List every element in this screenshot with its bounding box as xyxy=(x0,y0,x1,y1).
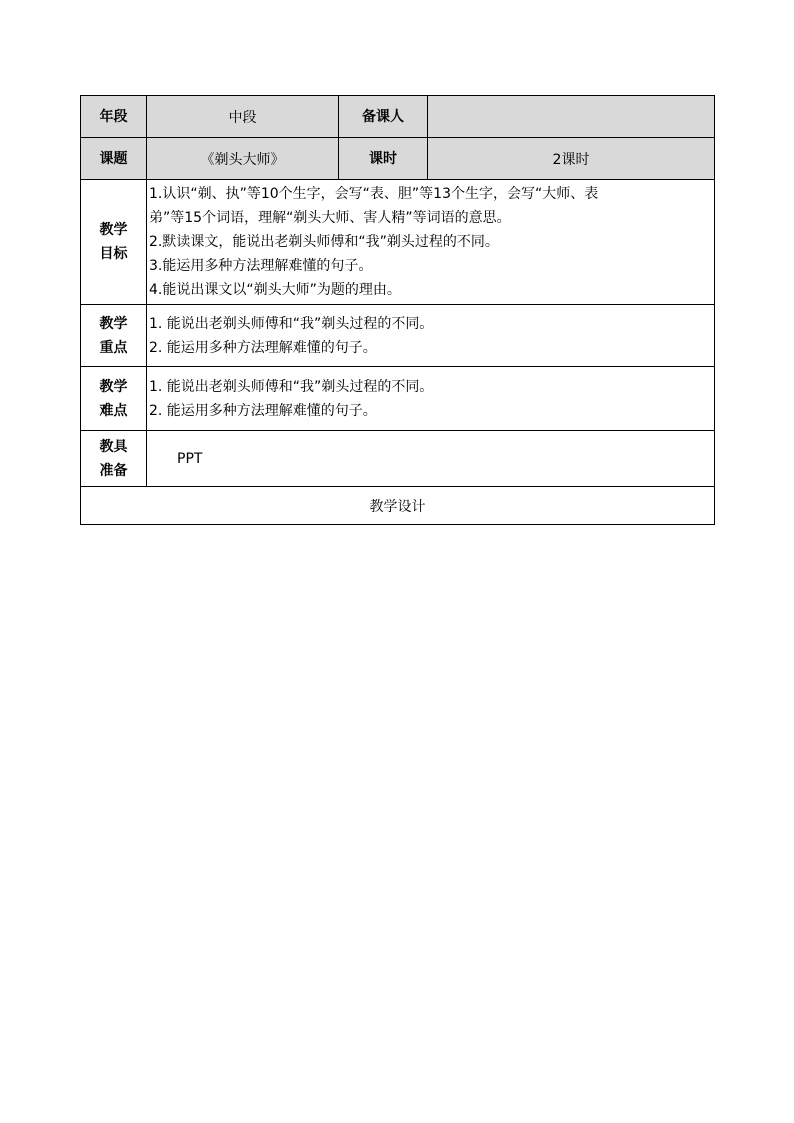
difficulties-label-line2: 难点 xyxy=(99,402,128,419)
key-point-line: 2. 能运用多种方法理解难懂的句子。 xyxy=(149,339,377,356)
objectives-label-line1: 教学 xyxy=(99,222,128,238)
objective-line: 2.默读课文，能说出老剃头师傅和“我”剃头过程的不同。 xyxy=(149,234,499,250)
objective-line: 3.能运用多种方法理解难懂的句子。 xyxy=(149,258,373,274)
row-difficulties xyxy=(81,367,715,431)
grade-label: 年段 xyxy=(81,96,147,138)
preparer-value xyxy=(428,96,715,138)
row-key-points xyxy=(81,305,715,367)
objectives-content xyxy=(147,180,715,305)
difficulties-label-line1: 教学 xyxy=(99,378,128,395)
key-point-line: 1. 能说出老剃头师傅和“我”剃头过程的不同。 xyxy=(149,315,434,332)
row-materials xyxy=(81,431,715,487)
row-grade xyxy=(81,96,715,138)
key-points-label-line1: 教学 xyxy=(99,315,128,332)
grade-value: 中段 xyxy=(147,96,339,138)
materials-value: PPT xyxy=(147,431,715,487)
key-points-content xyxy=(147,305,715,367)
hours-value: 2课时 xyxy=(428,138,715,180)
materials-label-line2: 准备 xyxy=(99,462,128,479)
objectives-label-line2: 目标 xyxy=(99,246,128,262)
materials-label-line1: 教具 xyxy=(99,438,128,455)
lesson-plan-table xyxy=(80,95,715,525)
row-objectives xyxy=(81,180,715,305)
objective-line: 1.认识“剃、执”等10个生字，会写“表、胆”等13个生字，会写“大师、表 xyxy=(149,186,599,202)
objectives-label xyxy=(81,180,147,305)
row-design xyxy=(81,487,715,525)
hours-label: 课时 xyxy=(339,138,428,180)
row-topic xyxy=(81,138,715,180)
preparer-label: 备课人 xyxy=(339,96,428,138)
key-points-label-line2: 重点 xyxy=(99,339,128,356)
topic-label: 课题 xyxy=(81,138,147,180)
difficulties-content xyxy=(147,367,715,431)
difficulties-label xyxy=(81,367,147,431)
materials-label xyxy=(81,431,147,487)
difficulty-line: 1. 能说出老剃头师傅和“我”剃头过程的不同。 xyxy=(149,378,434,395)
key-points-label xyxy=(81,305,147,367)
difficulty-line: 2. 能运用多种方法理解难懂的句子。 xyxy=(149,402,377,419)
objective-line: 4.能说出课文以“剃头大师”为题的理由。 xyxy=(149,282,401,298)
objective-line: 弟”等15个词语，理解“剃头大师、害人精”等词语的意思。 xyxy=(149,210,511,226)
design-title: 教学设计 xyxy=(81,487,715,525)
topic-value: 《剃头大师》 xyxy=(147,138,339,180)
